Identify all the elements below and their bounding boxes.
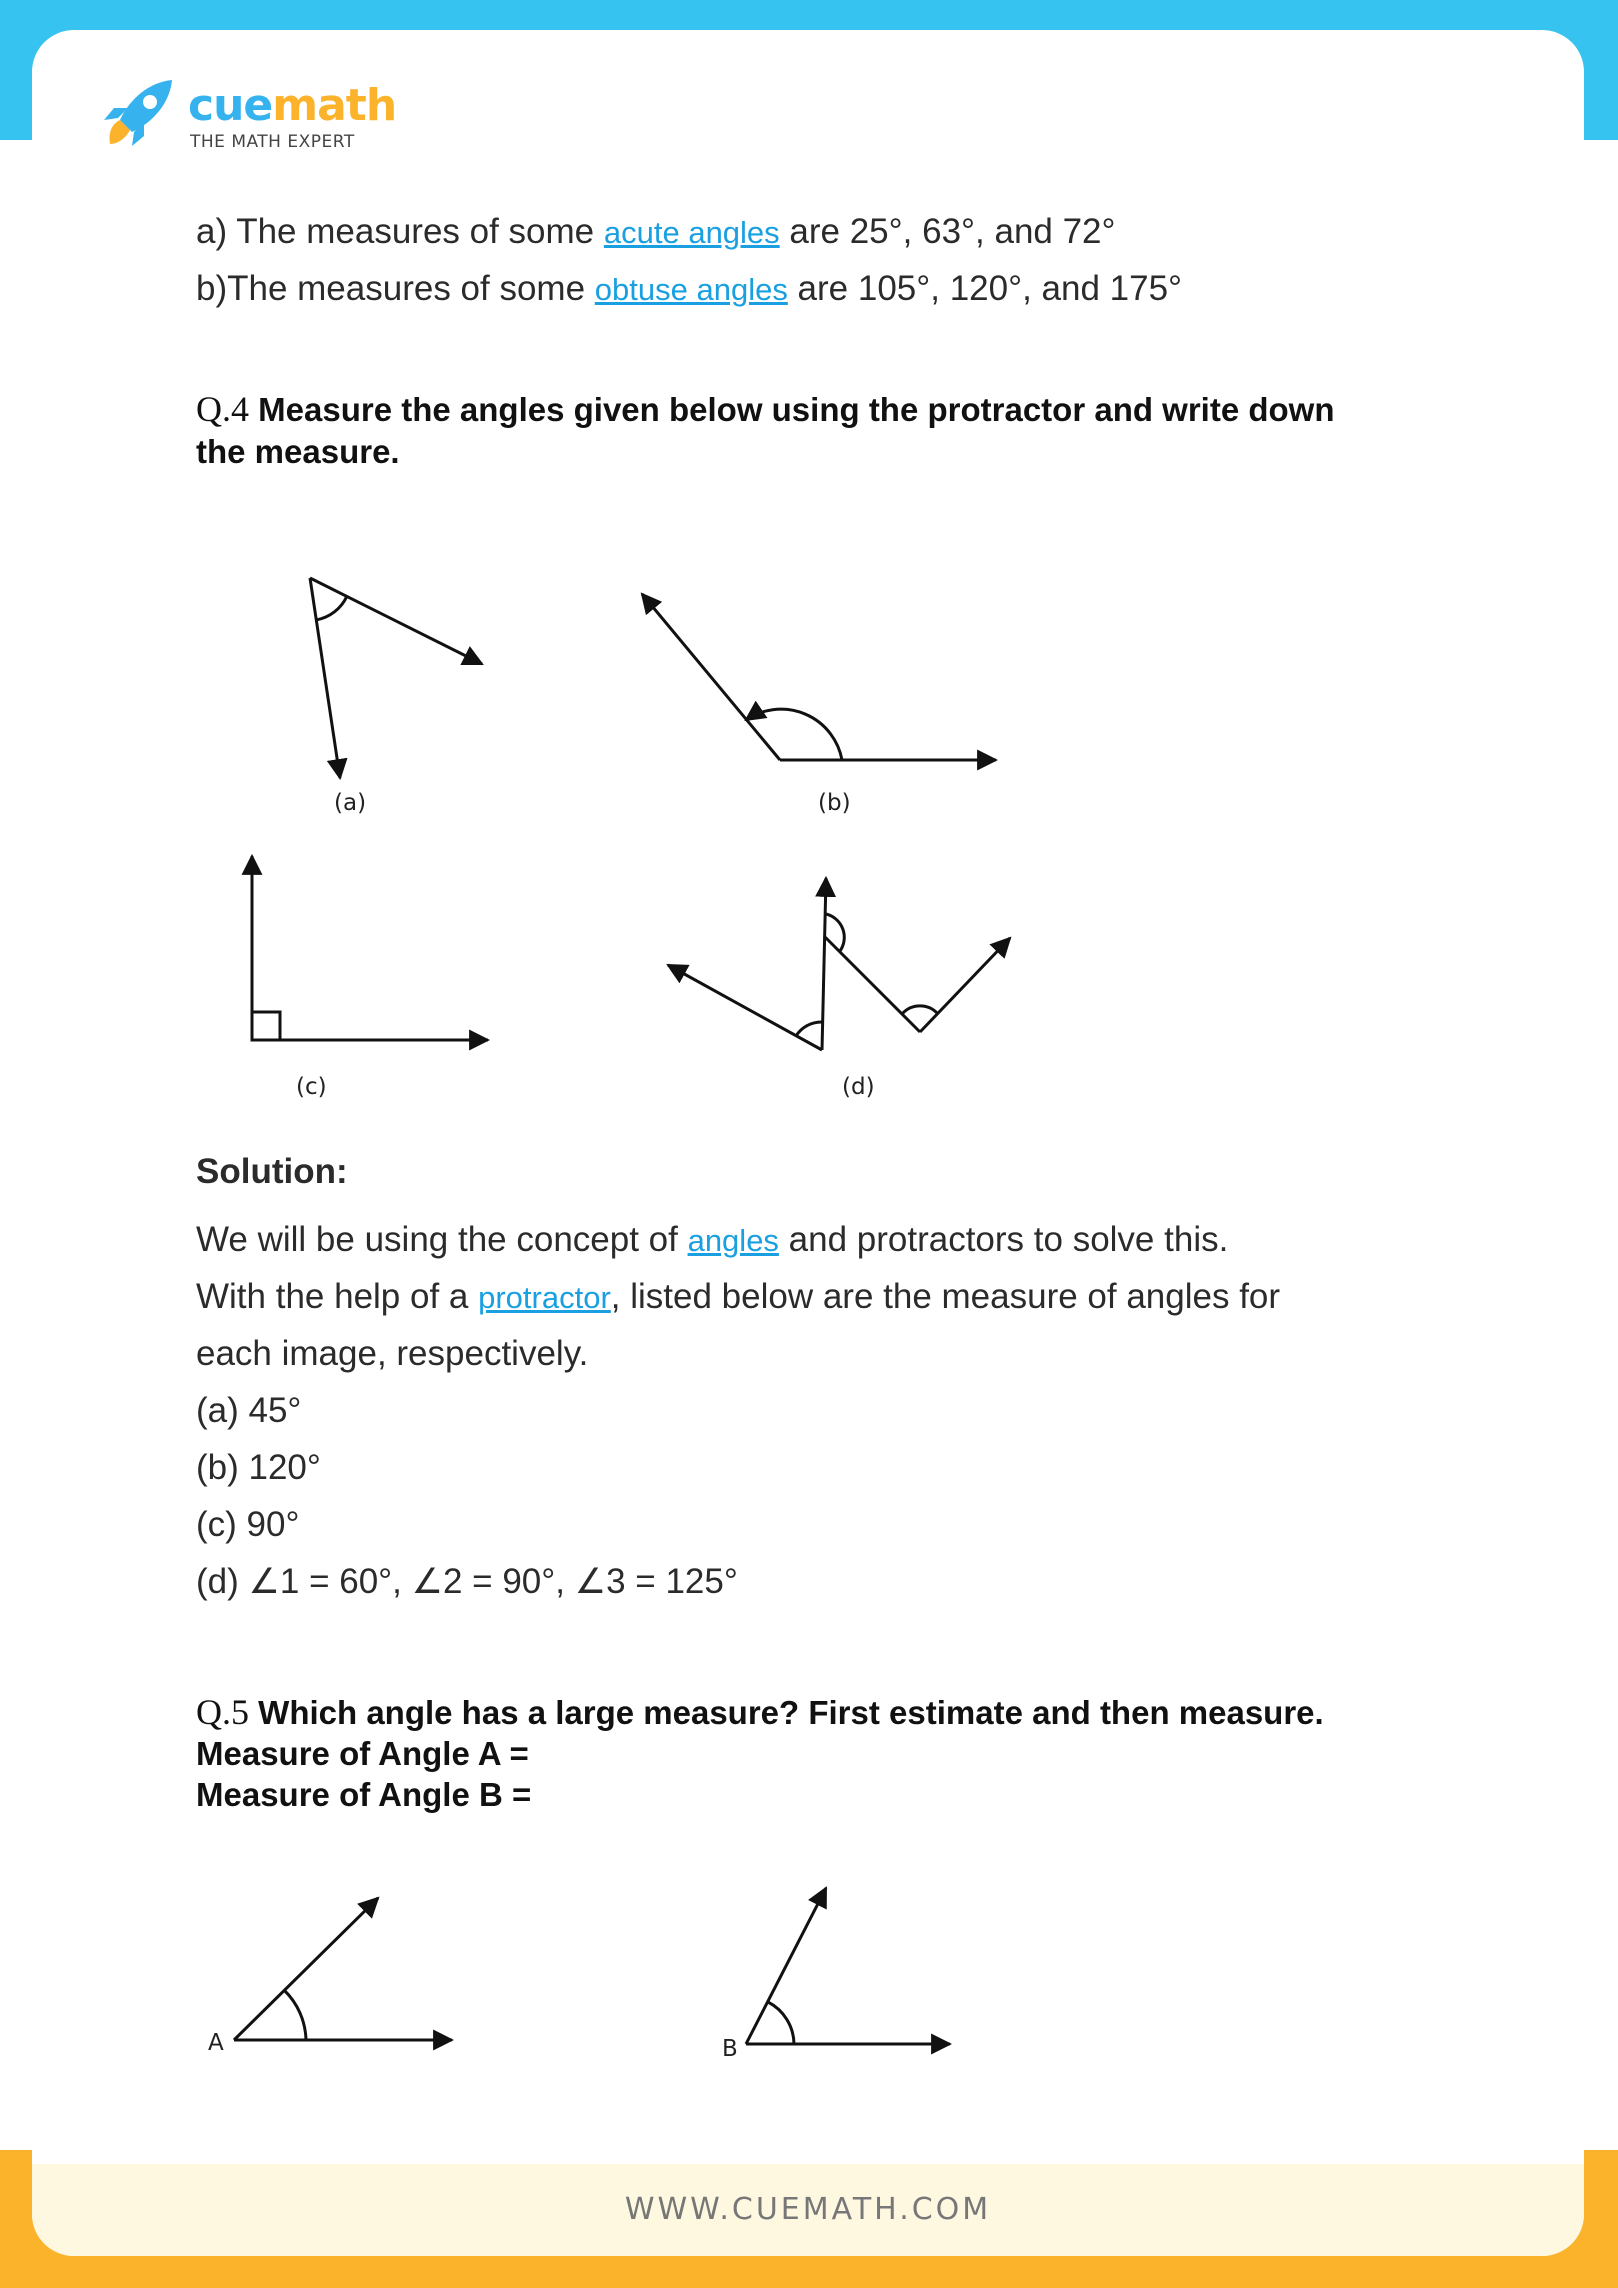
q4-text-line2: the measure. [196,433,400,470]
solution-line1 [196,1218,1228,1263]
prev-answer-b-suffix: are 105°, 120°, and 175° [787,269,1183,308]
prev-answer-a [196,210,1116,255]
answer-a: (a) 45° [196,1391,302,1430]
q4-question [196,388,1335,473]
label-A: A [208,2030,224,2056]
solution-line1-prefix: We will be using the concept of [196,1220,688,1259]
logo-tagline: THE MATH EXPERT [190,132,355,152]
footer-url: WWW.CUEMATH.COM [624,2192,992,2227]
angles-link[interactable]: angles [687,1223,779,1258]
angle-a [310,578,482,778]
protractor-link[interactable]: protractor [478,1280,611,1315]
caption-a: (a) [334,790,367,816]
obtuse-angles-link[interactable]: obtuse angles [594,272,788,307]
q5-question [196,1692,1324,1815]
angle-b [642,594,996,760]
rocket-icon [90,74,180,164]
caption-c: (c) [296,1074,327,1100]
answer-d: (d) ∠1 = 60°, ∠2 = 90°, ∠3 = 125° [196,1562,738,1601]
solution-line2 [196,1275,1280,1320]
logo-math: math [272,80,397,131]
footer [32,2164,1584,2256]
cuemath-logo[interactable] [90,74,410,164]
q4-text-line1: Measure the angles given below using the protractor and write down [258,391,1335,428]
label-B: B [722,2036,738,2062]
answer-c: (c) 90° [196,1505,300,1544]
angle-A [234,1898,452,2040]
angle-B [746,1888,950,2044]
solution-line2-suffix: , listed below are the measure of angles for [610,1277,1281,1316]
caption-b: (b) [818,790,851,816]
solution-title: Solution: [196,1152,348,1191]
q5-angles-figure [190,1870,990,2070]
solution-line1-suffix: and protractors to solve this. [778,1220,1229,1259]
q5-line-b: Measure of Angle B = [196,1776,532,1813]
angle-c [252,856,488,1040]
angle-d [668,878,1010,1050]
acute-angles-link[interactable]: acute angles [603,215,780,250]
q4-number: Q.4 [196,389,249,429]
prev-answer-a-prefix: a) The measures of some [196,212,604,251]
solution-line2-prefix: With the help of a [196,1277,479,1316]
caption-d: (d) [842,1074,875,1100]
q5-text: Which angle has a large measure? First estimate and then measure. [258,1694,1324,1731]
logo-wordmark [188,80,396,131]
prev-answer-a-suffix: are 25°, 63°, and 72° [779,212,1116,251]
prev-answer-b-prefix: b)The measures of some [196,269,595,308]
answer-b: (b) 120° [196,1448,321,1487]
q5-number: Q.5 [196,1692,249,1732]
q5-line-a: Measure of Angle A = [196,1735,529,1772]
q4-angles-figure [190,550,1050,1110]
solution-line3: each image, respectively. [196,1334,589,1373]
prev-answer-b [196,267,1182,312]
logo-cue: cue [188,80,273,131]
